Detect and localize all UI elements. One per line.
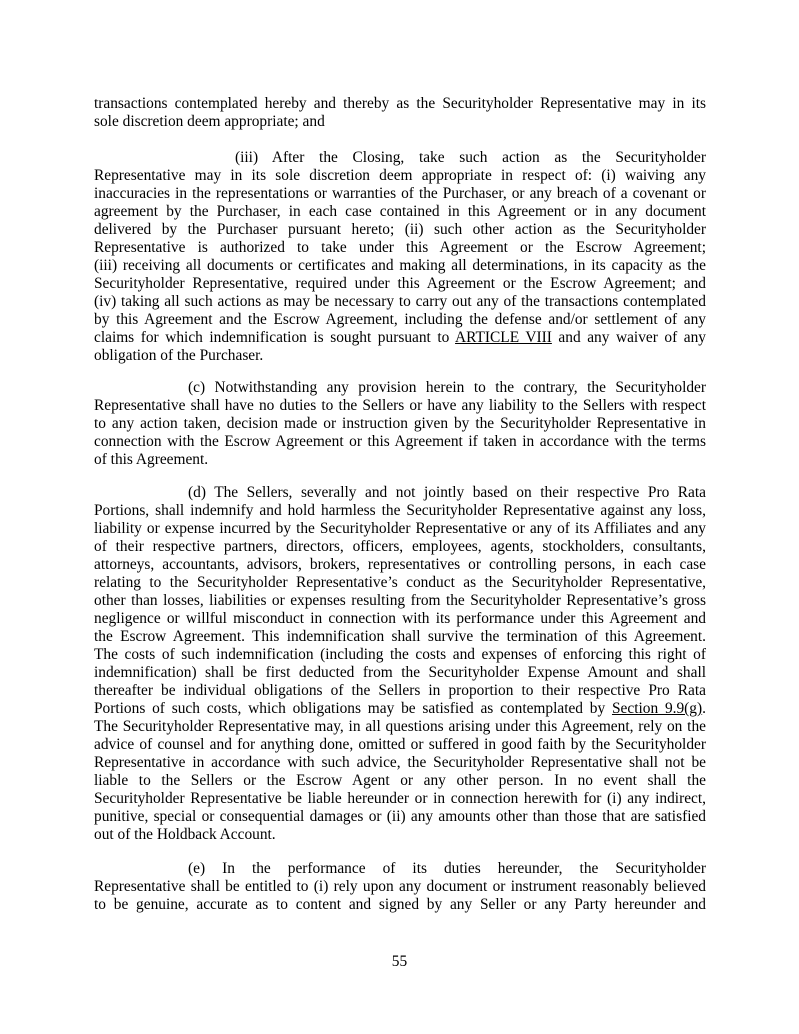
text-line: Securityholder Representative, required under this Agreement or the Escrow Agreement; and	[94, 275, 706, 292]
text-segment: and any waiver of any	[551, 329, 706, 346]
text-line	[94, 700, 706, 718]
text-line: delivered by the Purchaser pursuant hereto; (ii) such other action as the Securityholder	[94, 221, 706, 238]
text-line: connection with the Escrow Agreement or this Agreement if taken in accordance with the terms	[94, 433, 706, 450]
text-line: (iii) receiving all documents or certificates and making all determinations, in its capacity as the	[94, 257, 706, 274]
text-line: The Securityholder Representative may, in all questions arising under this Agreement, rely on the	[94, 718, 706, 735]
text-line: (c) Notwithstanding any provision herein to the contrary, the Securityholder	[188, 379, 706, 396]
paragraph-continuation	[94, 95, 706, 131]
text-line: The costs of such indemnification (including the costs and expenses of enforcing this right of	[94, 646, 706, 663]
text-line: attorneys, accountants, advisors, brokers, representatives or controlling persons, in each case	[94, 556, 706, 573]
text-line: of their respective partners, directors, officers, employees, agents, stockholders, consultants,	[94, 538, 706, 555]
text-line: by this Agreement and the Escrow Agreement, including the defense and/or settlement of any	[94, 311, 706, 328]
paragraph-c	[94, 379, 706, 469]
text-segment: .	[702, 700, 706, 717]
text-line: to be genuine, accurate as to content and signed by any Seller or any Party hereunder and	[94, 896, 706, 913]
text-line: agreement by the Purchaser, in each case contained in this Agreement or in any document	[94, 203, 706, 220]
text-segment: claims for which indemnification is sought pursuant to	[94, 329, 456, 346]
text-line: Representative may in its sole discretion deem appropriate in respect of: (i) waiving any	[94, 167, 706, 184]
text-line: punitive, special or consequential damages or (ii) any amounts other than those that are satisfied	[94, 808, 706, 825]
text-line: transactions contemplated hereby and thereby as the Securityholder Representative may in its	[94, 95, 706, 112]
text-line: (e) In the performance of its duties hereunder, the Securityholder	[188, 860, 706, 877]
text-line: thereafter be individual obligations of the Sellers in proportion to their respective Pro Rata	[94, 682, 706, 699]
text-line: indemnification) shall be first deducted from the Securityholder Expense Amount and shall	[94, 664, 706, 681]
text-line: Representative is authorized to take under this Agreement or the Escrow Agreement;	[94, 239, 706, 256]
text-line: out of the Holdback Account.	[94, 826, 276, 843]
text-line: Securityholder Representative be liable hereunder or in connection herewith for (i) any indirect,	[94, 790, 706, 807]
text-line: (iv) taking all such actions as may be necessary to carry out any of the transactions contemplated	[94, 293, 706, 310]
text-line: other than losses, liabilities or expenses resulting from the Securityholder Representative’s gross	[94, 592, 706, 609]
paragraph-d	[94, 484, 706, 844]
article-viii-reference: ARTICLE VIII	[455, 329, 552, 346]
text-line: Representative shall be entitled to (i) rely upon any document or instrument reasonably believed	[94, 878, 706, 895]
page-number: 55	[391, 953, 408, 970]
text-line: advice of counsel and for anything done, omitted or suffered in good faith by the Securityholder	[94, 736, 706, 753]
paragraph-iii	[94, 149, 706, 365]
text-line: the Escrow Agreement. This indemnification shall survive the termination of this Agreement.	[94, 628, 706, 645]
paragraph-e	[94, 860, 706, 914]
section-9-9-g-reference: Section 9.9(g)	[611, 700, 703, 717]
text-line: (d) The Sellers, severally and not jointly based on their respective Pro Rata	[188, 484, 706, 501]
text-line: relating to the Securityholder Representative’s conduct as the Securityholder Representative,	[94, 574, 706, 591]
text-line: Representative in accordance with such advice, the Securityholder Representative shall not be	[94, 754, 706, 771]
text-line: inaccuracies in the representations or warranties of the Purchaser, or any breach of a covenant or	[94, 185, 706, 202]
text-line: of this Agreement.	[94, 451, 209, 468]
text-line: negligence or willful misconduct in connection with its performance under this Agreement and	[94, 610, 706, 627]
text-segment: Portions of such costs, which obligations may be satisfied as contemplated by	[94, 700, 612, 717]
text-line	[94, 329, 706, 347]
text-line: to any action taken, decision made or instruction given by the Securityholder Representative in	[94, 415, 706, 432]
text-line: liable to the Sellers or the Escrow Agent or any other person. In no event shall the	[94, 772, 706, 789]
text-line: (iii) After the Closing, take such action as the Securityholder	[235, 149, 706, 166]
text-line: liability or expense incurred by the Securityholder Representative or any of its Affiliates and any	[94, 520, 706, 537]
text-line: sole discretion deem appropriate; and	[94, 113, 325, 130]
text-line: obligation of the Purchaser.	[94, 347, 264, 364]
text-line: Portions, shall indemnify and hold harmless the Securityholder Representative against any loss,	[94, 502, 706, 519]
text-line: Representative shall have no duties to the Sellers or have any liability to the Sellers with respect	[94, 397, 706, 414]
